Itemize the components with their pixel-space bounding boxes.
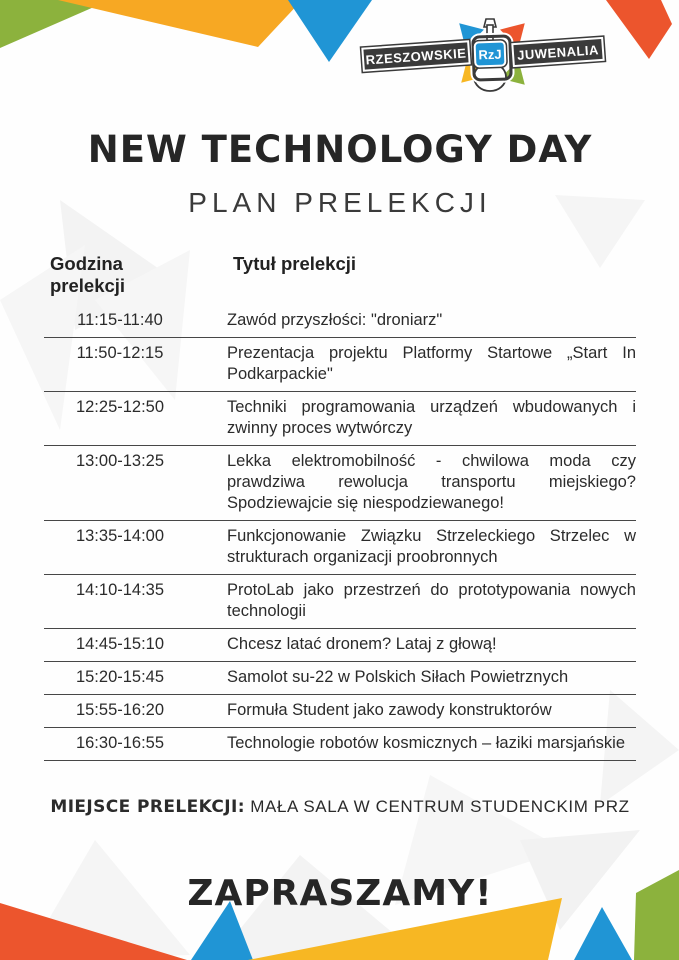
lecture-title: Samolot su-22 w Polskich Siłach Powietrznych <box>227 668 569 686</box>
lecture-title: Prezentacja projektu Platformy Startowe „Start In Podkarpackie" <box>227 344 636 383</box>
schedule-row <box>44 629 636 662</box>
schedule-row <box>44 305 636 338</box>
lecture-time: 15:55-16:20 <box>75 701 165 719</box>
logo-text-rzj: RzJ <box>474 40 507 67</box>
lecture-time: 11:15-11:40 <box>77 311 163 329</box>
lecture-time: 12:25-12:50 <box>75 398 165 416</box>
schedule-table <box>44 253 636 761</box>
schedule-header-row <box>44 253 636 305</box>
page-title: NEW TECHNOLOGY DAY <box>87 128 593 171</box>
logo-text-juwenalia: JUWENALIA <box>511 37 604 67</box>
lecture-title: Lekka elektromobilność - chwilowa moda czy prawdziwa rewolucja transportu miejskiego? Spodziewajcie się niespodziewanego! <box>227 452 636 512</box>
schedule-row <box>44 575 636 629</box>
schedule-row <box>44 392 636 446</box>
lecture-time: 14:10-14:35 <box>75 581 165 599</box>
schedule-row <box>44 662 636 695</box>
schedule-row <box>44 446 636 521</box>
location-label: MIEJSCE PRELEKCJI: <box>50 797 245 817</box>
lecture-title: Zawód przyszłości: "droniarz" <box>227 311 443 329</box>
column-header-time: Godzina prelekcji <box>50 253 126 296</box>
schedule-row <box>44 338 636 392</box>
lecture-time: 11:50-12:15 <box>76 344 164 362</box>
lecture-time: 16:30-16:55 <box>75 734 165 752</box>
schedule-row <box>44 695 636 728</box>
logo-text-rzeszowskie: RZESZOWSKIE <box>361 40 470 71</box>
location-value: MAŁA SALA W CENTRUM STUDENCKIM PRZ <box>244 797 630 816</box>
lecture-title: ProtoLab jako przestrzeń do prototypowania nowych technologii <box>227 581 636 620</box>
lecture-time: 15:20-15:45 <box>75 668 165 686</box>
schedule-row <box>44 728 636 761</box>
location-line <box>44 797 636 817</box>
lecture-time: 14:45-15:10 <box>75 635 165 653</box>
lecture-title: Technologie robotów kosmicznych – łaziki marsjańskie <box>227 734 626 752</box>
page-subtitle: PLAN PRELEKCJI <box>188 187 492 218</box>
lecture-time: 13:00-13:25 <box>75 452 165 470</box>
schedule-row <box>44 521 636 575</box>
lecture-time: 13:35-14:00 <box>75 527 165 545</box>
lecture-title: Funkcjonowanie Związku Strzeleckiego Strzelec w strukturach organizacji proobronnych <box>227 527 636 566</box>
lecture-title: Chcesz latać dronem? Lataj z głową! <box>227 635 497 653</box>
juwenalia-logo <box>362 18 612 96</box>
lecture-title: Techniki programowania urządzeń wbudowanych i zwinny proces wytwórczy <box>227 398 636 437</box>
closing-text: ZAPRASZAMY! <box>187 873 493 914</box>
schedule-rows <box>44 305 636 761</box>
column-header-title: Tytuł prelekcji <box>233 253 357 274</box>
poster-content <box>44 0 636 914</box>
lecture-title: Formuła Student jako zawody konstruktorów <box>227 701 552 719</box>
